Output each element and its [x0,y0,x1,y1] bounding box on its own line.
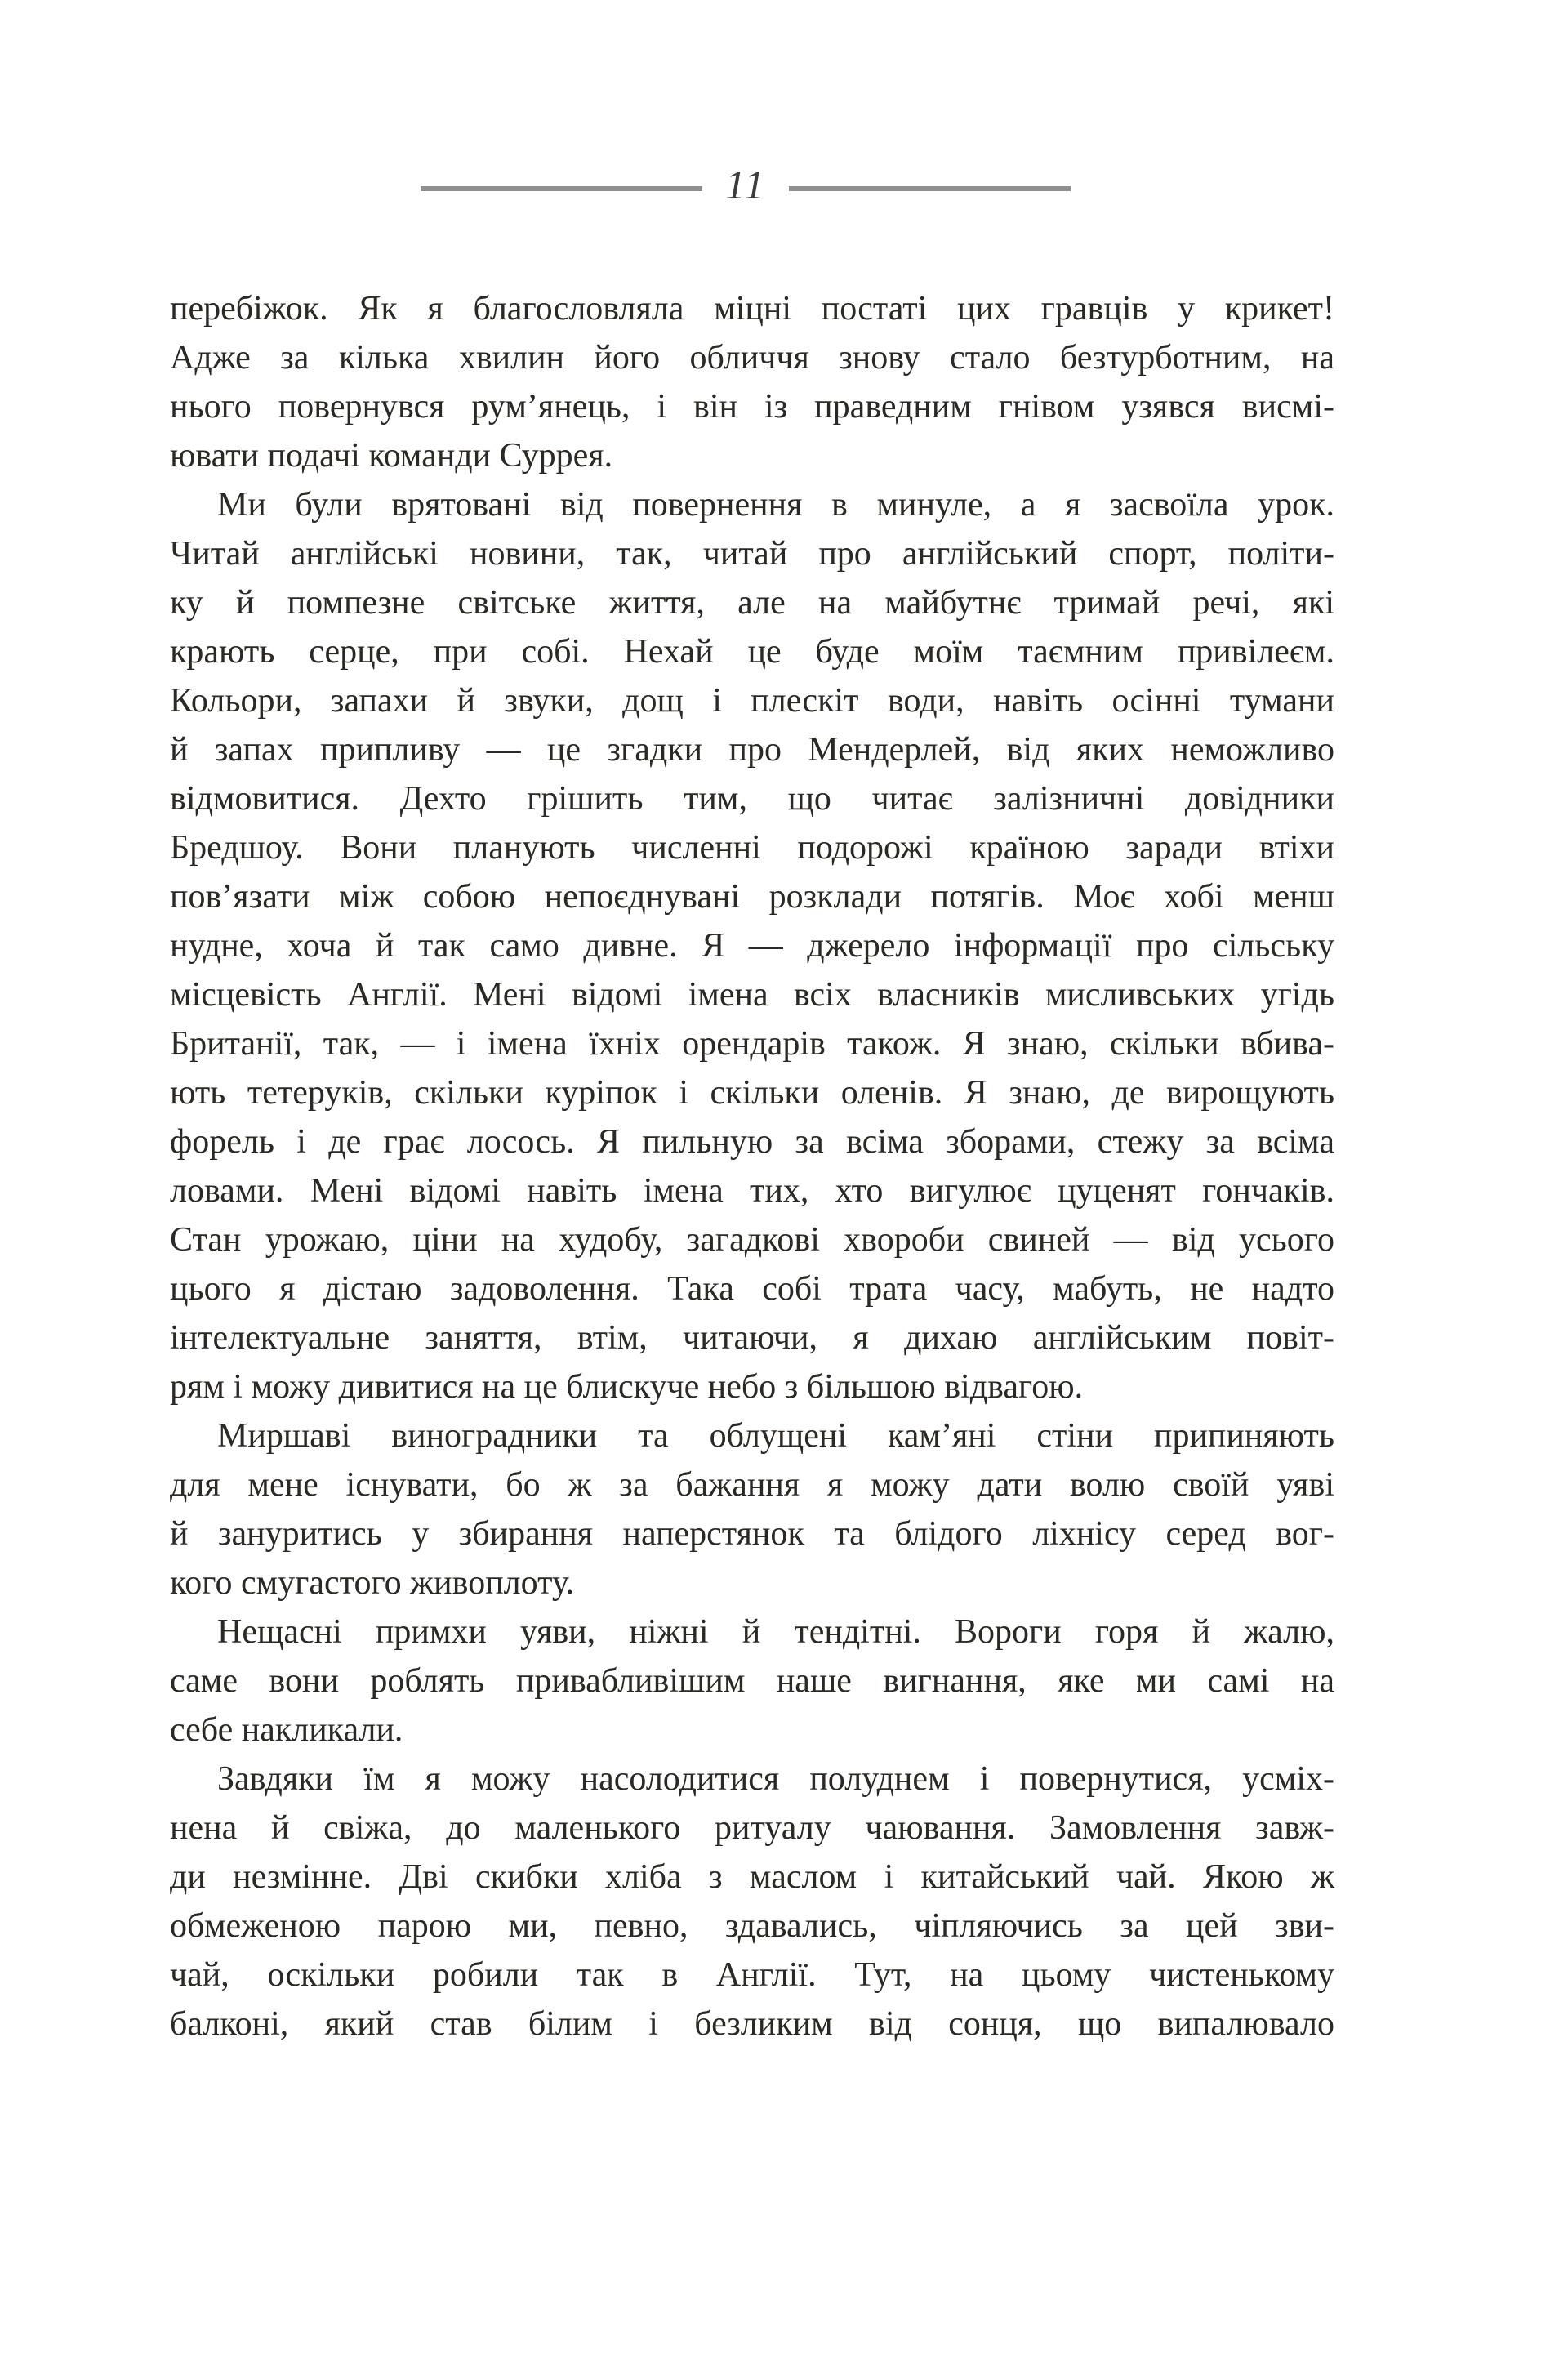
text-line: чай, оскільки робили так в Англії. Тут, на цьому чистенькому [170,1956,1334,1994]
paragraph [170,1754,1334,2049]
text-line: Читай англійські новини, так, читай про англійський спорт, політи- [170,535,1334,573]
text-line: крають серце, при собі. Нехай це буде моїм таємним привілеєм. [170,633,1334,671]
text-line: пов’язати між собою непоєднувані розклади потягів. Моє хобі менш [170,878,1334,916]
text-line: й зануритись у збирання наперстянок та блідого ліхнісу серед вог- [170,1515,1334,1553]
text-line: Бредшоу. Вони планують численні подорожі країною заради втіхи [170,829,1334,867]
paragraph [170,1411,1334,1607]
text-line: Кольори, запахи й звуки, дощ і плескіт води, навіть осінні тумани [170,682,1334,720]
text-line: ювати подачі команди Суррея. [170,437,613,475]
text-line: Адже за кілька хвилин його обличчя знову стало безтурботним, на [170,339,1334,377]
header-rule-right [789,186,1071,191]
text-line: кого смугастого живоплоту. [170,1564,575,1602]
text-line: місцевість Англії. Мені відомі імена всіх власників мисливських угідь [170,976,1334,1014]
text-block [170,284,1334,2049]
text-line: нудне, хоча й так само дивне. Я — джерело інформації про сільську [170,927,1334,965]
text-line: Завдяки їм я можу насолодитися полуднем і повернутися, усміх- [217,1760,1334,1798]
paragraph [170,284,1334,480]
text-line: себе накликали. [170,1711,403,1749]
paragraph [170,1607,1334,1754]
text-line: ловами. Мені відомі навіть імена тих, хто вигулює цуценят гончаків. [170,1172,1334,1210]
text-line: Нещасні примхи уяви, ніжні й тендітні. Вороги горя й жалю, [217,1613,1334,1651]
text-line: рям і можу дивитися на це блискуче небо з більшою відвагою. [170,1368,1084,1406]
page-number: 11 [724,162,767,207]
text-line: обмеженою парою ми, певно, здавались, чіпляючись за цей зви- [170,1907,1334,1945]
text-line: балконі, який став білим і безликим від сонця, що випалювало [170,2005,1334,2043]
header-rule-left [421,186,702,191]
text-line: Миршаві виноградники та облущені кам’яні стіни припиняють [217,1417,1334,1455]
text-line: форель і де грає лосось. Я пильную за всіма зборами, стежу за всіма [170,1123,1334,1161]
text-line: ди незмінне. Дві скибки хліба з маслом і китайський чай. Якою ж [170,1858,1334,1896]
paragraph [170,480,1334,1411]
text-line: для мене існувати, бо ж за бажання я можу дати волю своїй уяві [170,1466,1334,1504]
text-line: нього повернувся рум’янець, і він із праведним гнівом узявся висмі- [170,388,1334,426]
text-line: й запах припливу — це згадки про Мендерлей, від яких неможливо [170,731,1334,769]
text-line: Стан урожаю, ціни на худобу, загадкові хвороби свиней — від усього [170,1221,1334,1259]
text-line: ють тетеруків, скільки куріпок і скільки оленів. Я знаю, де вирощують [170,1074,1334,1112]
text-line: інтелектуальне заняття, втім, читаючи, я дихаю англійським повіт- [170,1319,1334,1357]
text-line: відмовитися. Дехто грішить тим, що читає залізничні довідники [170,780,1334,818]
page-header [421,155,1071,214]
text-line: саме вони роблять привабливішим наше вигнання, яке ми самі на [170,1662,1334,1700]
text-line: ку й помпезне світське життя, але на майбутнє тримай речі, які [170,584,1334,622]
text-line: Ми були врятовані від повернення в минуле, а я засвоїла урок. [217,486,1334,524]
text-line: Британії, так, — і імена їхніх орендарів також. Я знаю, скільки вбива- [170,1025,1334,1063]
text-line: нена й свіжа, до маленького ритуалу чаювання. Замовлення завж- [170,1809,1334,1847]
text-line: перебіжок. Як я благословляла міцні постаті цих гравців у крикет! [170,290,1334,328]
text-line: цього я дістаю задоволення. Така собі трата часу, мабуть, не надто [170,1270,1334,1308]
